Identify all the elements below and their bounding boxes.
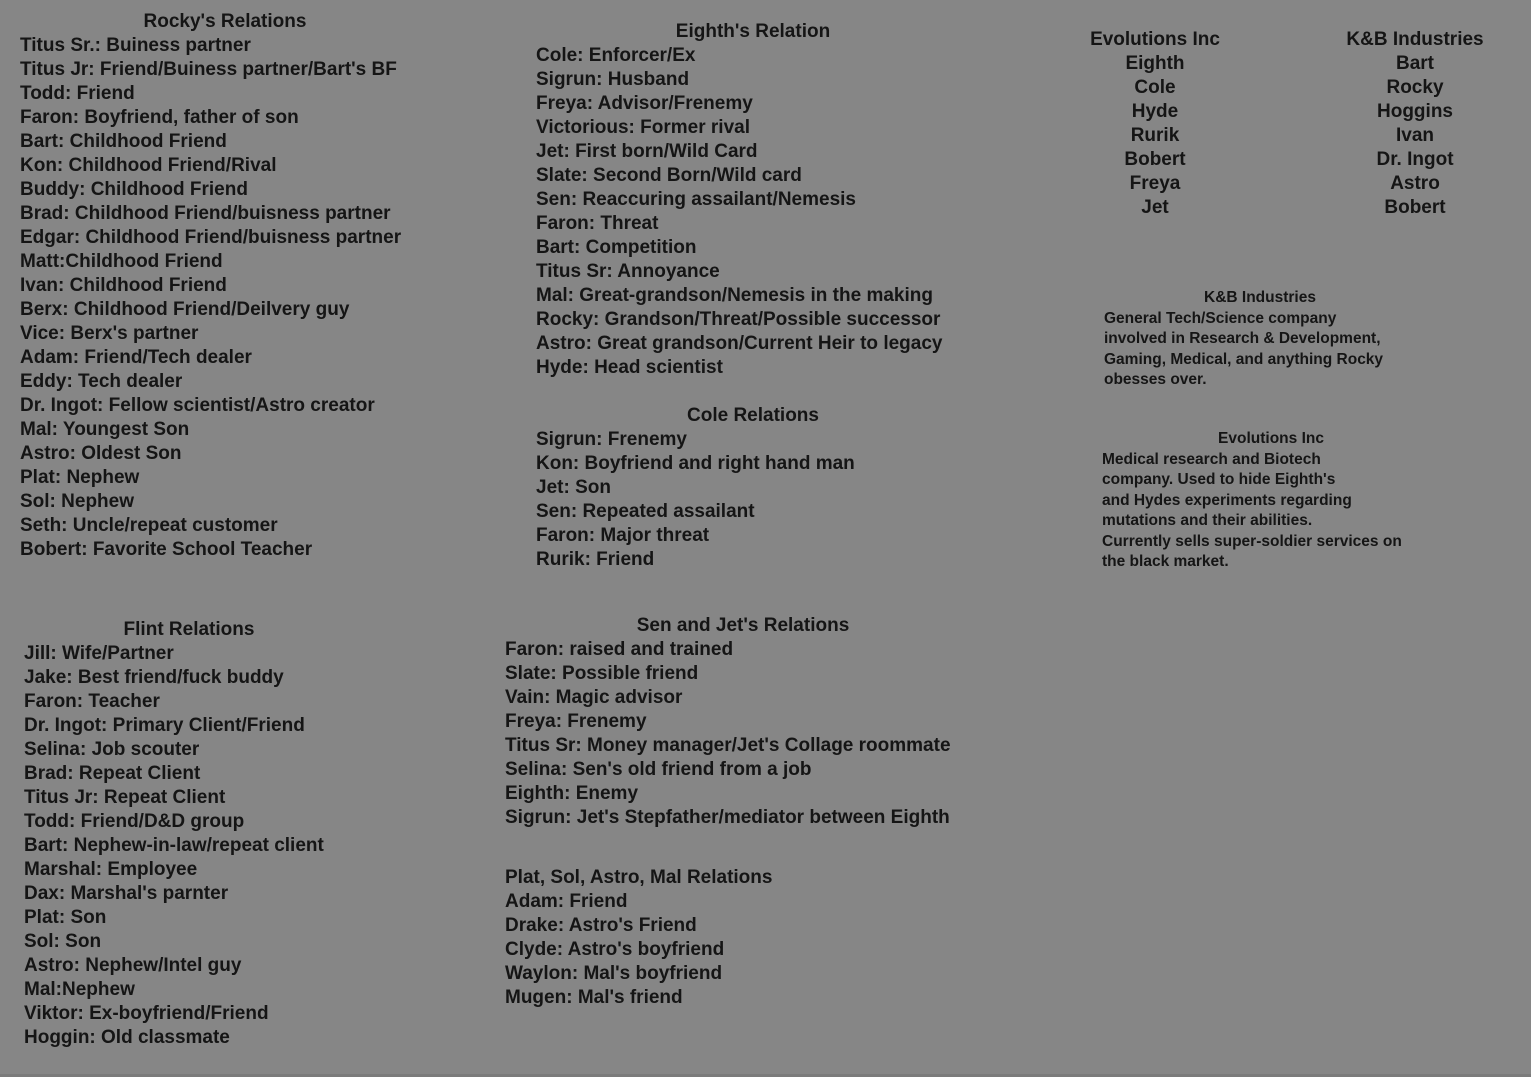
list-item: Slate: Possible friend	[505, 663, 699, 684]
list-item: Seth: Uncle/repeat customer	[20, 515, 278, 536]
list-item: Dr. Ingot: Fellow scientist/Astro creator	[20, 395, 375, 416]
list-item: Freya: Advisor/Frenemy	[536, 93, 753, 114]
eighth-relations-title: Eighth's Relation	[675, 21, 831, 42]
list-item: Bobert	[1124, 149, 1186, 170]
list-item: Marshal: Employee	[24, 859, 198, 880]
list-item: Victorious: Former rival	[536, 117, 750, 138]
cole-relations-list	[536, 428, 970, 572]
evolutions-inc-description-text	[1102, 450, 1440, 573]
list-item: Freya	[1129, 173, 1181, 194]
list-item: Todd: Friend	[20, 83, 135, 104]
list-item: Hyde: Head scientist	[536, 357, 723, 378]
list-item: Plat: Nephew	[20, 467, 140, 488]
list-item: Kon: Childhood Friend/Rival	[20, 155, 277, 176]
list-item: Rocky	[1386, 77, 1444, 98]
list-item: Medical research and Biotech	[1102, 450, 1321, 468]
list-item: Gaming, Medical, and anything Rocky	[1104, 350, 1384, 368]
list-item: company. Used to hide Eighth's	[1102, 471, 1336, 488]
list-item: Ivan	[1395, 125, 1435, 146]
list-item: Eighth	[1125, 53, 1185, 74]
list-item: Matt:Childhood Friend	[20, 251, 223, 272]
kb-industries-description-section	[1104, 288, 1416, 391]
list-item: Brad: Childhood Friend/buisness partner	[20, 203, 391, 224]
list-item: Titus Sr: Annoyance	[536, 261, 720, 282]
list-item: Faron: Threat	[536, 213, 659, 234]
list-item: Sigrun: Frenemy	[536, 429, 687, 450]
list-item: Eighth: Enemy	[505, 783, 639, 804]
plat-sol-astro-mal-relations-section	[505, 866, 981, 1010]
list-item: Mal: Great-grandson/Nemesis in the making	[536, 285, 933, 306]
list-item: Titus Jr: Friend/Buiness partner/Bart's BF	[20, 59, 397, 80]
list-item: Dr. Ingot: Primary Client/Friend	[24, 715, 305, 736]
list-item: Bobert	[1384, 197, 1446, 218]
cole-relations-section	[536, 404, 970, 572]
list-item: General Tech/Science company	[1104, 309, 1337, 327]
list-item: Edgar: Childhood Friend/buisness partner	[20, 227, 402, 248]
list-item: Jet: First born/Wild Card	[536, 141, 758, 162]
list-item: Rurik	[1130, 125, 1180, 146]
list-item: Selina: Sen's old friend from a job	[505, 759, 812, 780]
list-item: Sigrun: Husband	[536, 69, 690, 90]
list-item: Jill: Wife/Partner	[24, 643, 174, 664]
list-item: Buddy: Childhood Friend	[20, 179, 248, 200]
list-item: Vice: Berx's partner	[20, 323, 199, 344]
list-item: Berx: Childhood Friend/Deilvery guy	[20, 299, 350, 320]
list-item: Faron: Boyfriend, father of son	[20, 107, 299, 128]
list-item: and Hydes experiments regarding	[1102, 491, 1352, 509]
list-item: Rocky: Grandson/Threat/Possible successor	[536, 309, 941, 330]
list-item: Jet: Son	[536, 477, 611, 498]
list-item: involved in Research & Development,	[1104, 330, 1381, 347]
list-item: Faron: Teacher	[24, 691, 160, 712]
list-item: Jake: Best friend/fuck buddy	[24, 667, 284, 688]
kb-industries-roster-title: K&B Industries	[1346, 29, 1484, 50]
list-item: Adam: Friend	[505, 891, 628, 912]
rocky-relations-section	[20, 10, 430, 562]
evolutions-inc-description-title: Evolutions Inc	[1218, 430, 1324, 447]
plat-sol-astro-mal-relations-list	[505, 890, 981, 1010]
list-item: Jet	[1141, 197, 1169, 218]
list-item: Plat: Son	[24, 907, 107, 928]
list-item: Clyde: Astro's boyfriend	[505, 939, 725, 960]
list-item: Sen: Reaccuring assailant/Nemesis	[536, 189, 856, 210]
list-item: Kon: Boyfriend and right hand man	[536, 453, 855, 474]
kb-industries-roster-list	[1345, 52, 1485, 220]
kb-industries-description-text	[1104, 309, 1416, 391]
list-item: Mal: Youngest Son	[20, 419, 190, 440]
plat-sol-astro-mal-relations-title: Plat, Sol, Astro, Mal Relations	[505, 867, 773, 888]
list-item: Slate: Second Born/Wild card	[536, 165, 802, 186]
list-item: Titus Sr: Money manager/Jet's Collage roommate	[505, 735, 951, 756]
list-item: Bobert: Favorite School Teacher	[20, 539, 313, 560]
flint-relations-section	[24, 618, 354, 1050]
list-item: Cole	[1134, 77, 1176, 98]
list-item: Bart: Nephew-in-law/repeat client	[24, 835, 324, 856]
sen-jet-relations-section	[505, 614, 981, 830]
list-item: Astro: Great grandson/Current Heir to legacy	[536, 333, 943, 354]
list-item: Eddy: Tech dealer	[20, 371, 183, 392]
list-item: Todd: Friend/D&D group	[24, 811, 245, 832]
list-item: Faron: raised and trained	[505, 639, 734, 660]
cole-relations-title: Cole Relations	[687, 405, 819, 426]
list-item: Mugen: Mal's friend	[505, 987, 683, 1008]
list-item: Viktor: Ex-boyfriend/Friend	[24, 1003, 269, 1024]
list-item: Hoggin: Old classmate	[24, 1027, 230, 1048]
kb-industries-description-title: K&B Industries	[1204, 289, 1316, 306]
list-item: obesses over.	[1104, 371, 1207, 388]
list-item: Rurik: Friend	[536, 549, 655, 570]
list-item: Hyde	[1131, 101, 1179, 122]
list-item: Brad: Repeat Client	[24, 763, 201, 784]
list-item: Bart: Competition	[536, 237, 697, 258]
list-item: Sigrun: Jet's Stepfather/mediator between Eighth	[505, 807, 950, 828]
list-item: Bart	[1395, 53, 1434, 74]
flint-relations-list	[24, 642, 354, 1050]
list-item: Vain: Magic advisor	[505, 687, 683, 708]
list-item: Astro	[1390, 173, 1440, 194]
rocky-relations-title: Rocky's Relations	[143, 11, 307, 32]
list-item: Currently sells super-soldier services on	[1102, 532, 1402, 550]
list-item: Hoggins	[1377, 101, 1453, 122]
flint-relations-title: Flint Relations	[123, 619, 255, 640]
list-item: Mal:Nephew	[24, 979, 135, 1000]
list-item: Adam: Friend/Tech dealer	[20, 347, 252, 368]
eighth-relations-list	[536, 44, 970, 380]
list-item: Sol: Son	[24, 931, 102, 952]
list-item: Dax: Marshal's parnter	[24, 883, 229, 904]
list-item: Astro: Oldest Son	[20, 443, 182, 464]
list-item: Faron: Major threat	[536, 525, 710, 546]
list-item: Bart: Childhood Friend	[20, 131, 227, 152]
evolutions-inc-roster-section	[1085, 28, 1225, 220]
list-item: Selina: Job scouter	[24, 739, 200, 760]
list-item: Freya: Frenemy	[505, 711, 647, 732]
evolutions-inc-roster-list	[1085, 52, 1225, 220]
evolutions-inc-description-section	[1102, 429, 1440, 573]
list-item: mutations and their abilities.	[1102, 512, 1313, 529]
list-item: Waylon: Mal's boyfriend	[505, 963, 723, 984]
sen-jet-relations-title: Sen and Jet's Relations	[636, 615, 850, 636]
list-item: Sol: Nephew	[20, 491, 135, 512]
list-item: Titus Sr.: Buiness partner	[20, 35, 251, 56]
sen-jet-relations-list	[505, 638, 981, 830]
list-item: Dr. Ingot	[1376, 149, 1454, 170]
kb-industries-roster-section	[1345, 28, 1485, 220]
list-item: the black market.	[1102, 553, 1229, 570]
rocky-relations-list	[20, 34, 430, 562]
list-item: Drake: Astro's Friend	[505, 915, 697, 936]
list-item: Sen: Repeated assailant	[536, 501, 755, 522]
evolutions-inc-roster-title: Evolutions Inc	[1090, 29, 1220, 50]
list-item: Cole: Enforcer/Ex	[536, 45, 696, 66]
list-item: Ivan: Childhood Friend	[20, 275, 227, 296]
list-item: Titus Jr: Repeat Client	[24, 787, 226, 808]
eighth-relations-section	[536, 20, 970, 380]
list-item: Astro: Nephew/Intel guy	[24, 955, 242, 976]
